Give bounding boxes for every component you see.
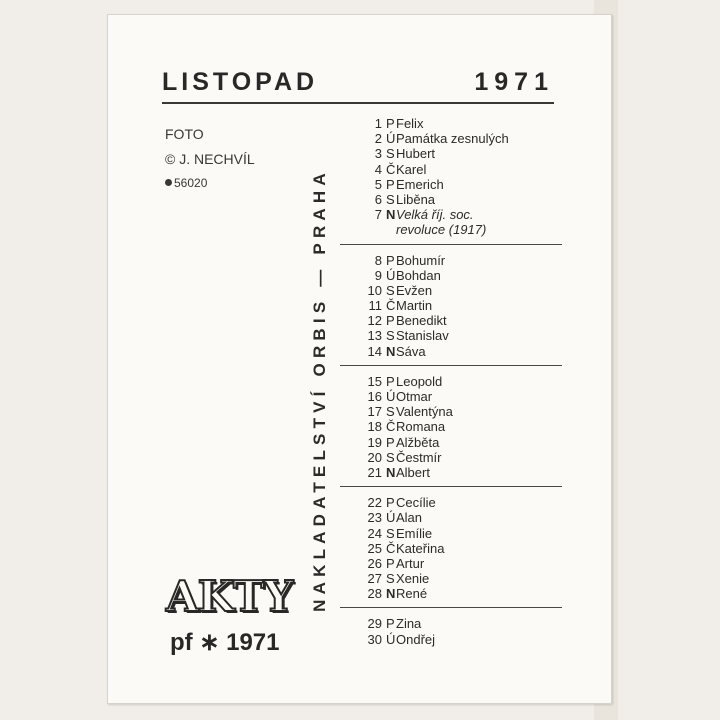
day-row [340, 374, 562, 389]
name-day: Bohumír [396, 252, 446, 268]
day-number: 11 [368, 298, 382, 314]
week-group [340, 116, 562, 238]
weekday-letter: P [386, 434, 395, 450]
weekday-letter: P [386, 176, 395, 192]
day-row [340, 192, 562, 207]
week-separator [340, 365, 562, 366]
day-row [340, 465, 562, 480]
name-day: Hubert [396, 146, 436, 162]
weekday-letter: Ú [386, 631, 396, 647]
day-row [340, 495, 562, 510]
weekday-letter: S [386, 146, 395, 162]
weekday-letter: Ú [386, 510, 396, 526]
day-number: 15 [367, 373, 382, 389]
day-row [340, 268, 562, 283]
publisher-vertical [305, 115, 335, 665]
day-list [340, 116, 562, 647]
name-day: Bohdan [396, 267, 441, 283]
weekday-letter: N [386, 586, 396, 602]
bullet-icon [165, 179, 172, 186]
day-number: 23 [367, 510, 382, 526]
day-number: 14 [367, 343, 382, 359]
akty-logo: AKTY [166, 572, 293, 621]
day-row [340, 253, 562, 268]
weekday-letter: P [386, 495, 395, 511]
day-number: 28 [367, 586, 382, 602]
year-title: 1971 [474, 68, 554, 96]
day-row [340, 526, 562, 541]
day-row [340, 207, 562, 222]
name-day: Cecílie [396, 495, 436, 511]
catalog-number [165, 176, 207, 190]
day-row [340, 510, 562, 525]
day-number: 21 [367, 464, 382, 480]
week-separator [340, 486, 562, 487]
weekday-letter: Ú [386, 267, 396, 283]
name-day: Artur [396, 555, 425, 571]
name-day: Albert [396, 464, 430, 480]
name-day: Evžen [396, 282, 433, 298]
day-row [340, 177, 562, 192]
day-number: 10 [367, 282, 382, 298]
photographer-credit: © J. NECHVÍL [165, 151, 255, 167]
name-day: Leopold [396, 373, 443, 389]
week-group [340, 374, 562, 480]
weekday-letter: P [386, 373, 395, 389]
day-number: 24 [367, 525, 382, 541]
day-number: 22 [367, 495, 382, 511]
weekday-letter: P [386, 555, 395, 571]
day-number: 7 [374, 207, 382, 223]
month-title: LISTOPAD [162, 68, 319, 96]
day-number: 19 [367, 434, 382, 450]
week-group [340, 495, 562, 601]
weekday-letter: S [386, 449, 395, 465]
publisher-text: NAKLADATELSTVÍ ORBIS — PRAHA [310, 168, 329, 612]
name-day: Alžběta [396, 434, 440, 450]
weekday-letter: N [386, 343, 396, 359]
catalog-number-text: 56020 [174, 176, 208, 190]
day-row [340, 162, 562, 177]
weekday-letter: Č [386, 540, 396, 556]
day-row [340, 389, 562, 404]
day-number: 2 [374, 131, 382, 147]
day-number: 25 [367, 540, 382, 556]
name-day: Valentýna [396, 404, 453, 420]
weekday-letter: Ú [386, 389, 396, 404]
header-rule [162, 102, 554, 104]
day-row [340, 419, 562, 434]
day-number: 13 [367, 328, 382, 344]
day-number: 17 [367, 404, 382, 420]
name-day: Felix [396, 116, 424, 131]
name-day: Ondřej [396, 631, 436, 647]
day-row [340, 541, 562, 556]
day-row [340, 344, 562, 359]
day-row [340, 571, 562, 586]
day-number: 1 [374, 116, 382, 131]
day-number: 4 [374, 161, 382, 177]
name-day: Karel [396, 161, 427, 177]
weekday-letter: S [386, 282, 395, 298]
name-day: Otmar [396, 389, 433, 404]
name-day: Stanislav [396, 328, 449, 344]
name-day: Zina [396, 616, 422, 632]
name-day: Emerich [396, 176, 444, 192]
name-day: René [396, 586, 428, 602]
day-row [340, 632, 562, 647]
weekday-letter: S [386, 328, 395, 344]
weekday-letter: N [386, 207, 396, 223]
day-row [340, 146, 562, 161]
weekday-letter: P [386, 616, 395, 632]
day-row [340, 556, 562, 571]
name-day-continuation: revoluce (1917) [396, 222, 487, 238]
day-row [340, 586, 562, 601]
day-number: 12 [367, 313, 382, 329]
name-day: Alan [396, 510, 423, 526]
weekday-letter: P [386, 116, 395, 131]
name-day: Liběna [396, 191, 436, 207]
day-row [340, 404, 562, 419]
week-group [340, 253, 562, 359]
weekday-letter: S [386, 404, 395, 420]
name-day: Xenie [396, 571, 430, 587]
calendar-header [162, 68, 554, 102]
name-day: Emílie [396, 525, 433, 541]
day-row [340, 313, 562, 328]
weekday-letter: S [386, 191, 395, 207]
day-number: 8 [374, 252, 382, 268]
day-number: 27 [367, 571, 382, 587]
name-day: Sáva [396, 343, 426, 359]
weekday-letter: Ú [386, 131, 396, 147]
day-number: 30 [367, 631, 382, 647]
week-separator [340, 244, 562, 245]
day-number: 9 [374, 267, 382, 283]
day-row [340, 616, 562, 631]
name-day: Velká říj. soc. [396, 207, 474, 223]
day-row [340, 116, 562, 131]
name-day: Romana [396, 419, 446, 435]
name-day: Martin [396, 298, 433, 314]
name-day: Kateřina [396, 540, 445, 556]
day-number: 16 [367, 389, 382, 404]
day-number: 20 [367, 449, 382, 465]
weekday-letter: Č [386, 419, 396, 435]
week-separator [340, 607, 562, 608]
day-row [340, 328, 562, 343]
weekday-letter: P [386, 313, 395, 329]
name-day: Benedikt [396, 313, 447, 329]
day-number: 29 [367, 616, 382, 632]
day-number: 3 [374, 146, 382, 162]
day-row [340, 435, 562, 450]
day-row [340, 450, 562, 465]
name-day: Čestmír [396, 449, 442, 465]
weekday-letter: Č [386, 161, 396, 177]
name-day: Památka zesnulých [396, 131, 509, 147]
day-number: 26 [367, 555, 382, 571]
day-number: 18 [367, 419, 382, 435]
day-row [340, 283, 562, 298]
weekday-letter: S [386, 525, 395, 541]
week-group [340, 616, 562, 646]
photo-label: FOTO [165, 126, 204, 142]
weekday-letter: N [386, 464, 396, 480]
day-number: 5 [374, 176, 382, 192]
day-number: 6 [374, 191, 382, 207]
day-row [340, 298, 562, 313]
weekday-letter: S [386, 571, 395, 587]
weekday-letter: P [386, 252, 395, 268]
weekday-letter: Č [386, 298, 396, 314]
pf-greeting: pf ∗ 1971 [170, 629, 280, 656]
day-row [340, 131, 562, 146]
